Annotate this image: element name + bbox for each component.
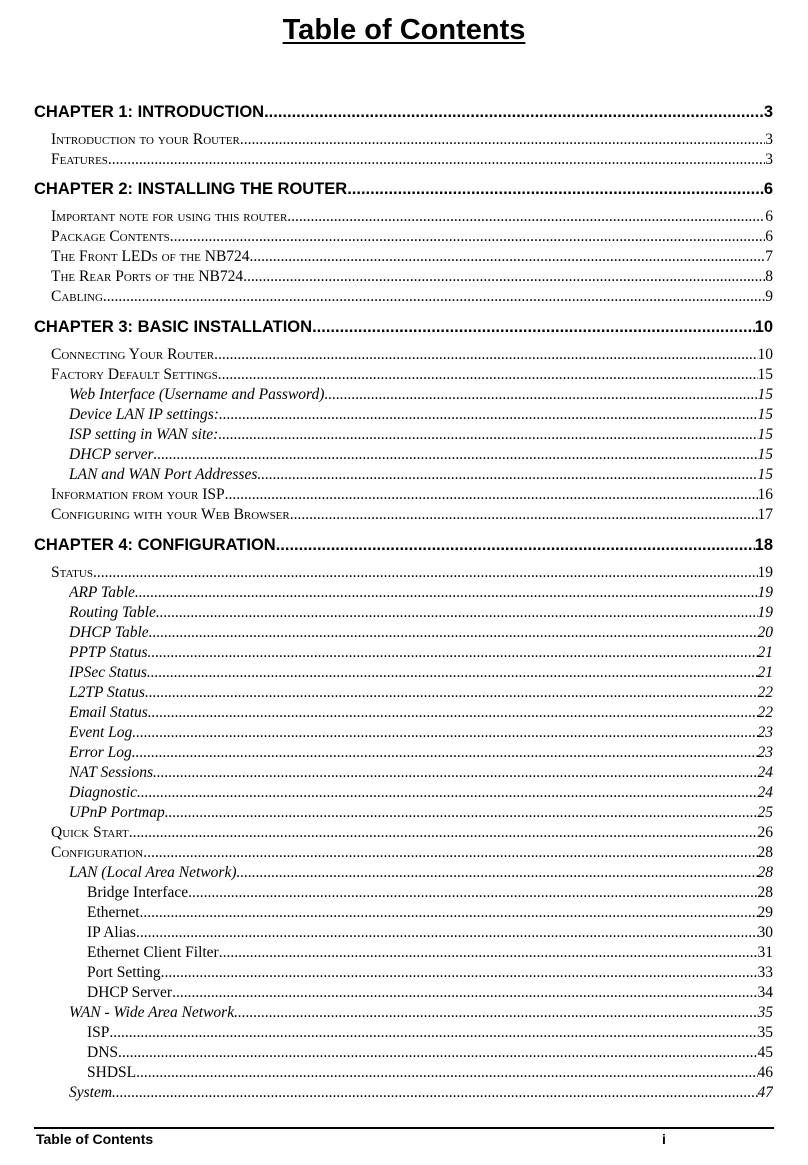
toc-entry-chapter[interactable] [34, 101, 773, 123]
toc-dot-leader [287, 207, 765, 227]
toc-dot-leader [136, 923, 758, 943]
toc-entry-sub[interactable] [69, 783, 773, 803]
toc-entry-section[interactable] [51, 227, 773, 247]
toc-dot-leader [137, 783, 757, 803]
toc-entry-section[interactable] [51, 267, 773, 287]
toc-dot-leader [108, 150, 765, 170]
toc-entry-page: 6 [765, 208, 773, 225]
toc-entry-label: IPSec Status [69, 664, 147, 681]
toc-dot-leader [140, 903, 758, 923]
toc-dot-leader [219, 405, 758, 425]
toc-dot-leader [165, 803, 758, 823]
toc-entry-label: LAN (Local Area Network) [69, 864, 237, 881]
toc-dot-leader [324, 385, 757, 405]
toc-entry-sub[interactable] [69, 425, 773, 445]
toc-entry-label: L2TP Status [69, 684, 145, 701]
toc-entry-page: 23 [757, 724, 773, 741]
toc-entry-subsub[interactable] [87, 943, 773, 963]
toc-dot-leader [143, 843, 757, 863]
toc-entry-label: Event Log [69, 724, 133, 741]
toc-entry-page: 35 [757, 1004, 773, 1021]
toc-entry-section[interactable] [51, 150, 773, 170]
toc-entry-label: IP Alias [87, 924, 136, 941]
toc-dot-leader [170, 227, 765, 247]
toc-entry-chapter[interactable] [34, 316, 773, 338]
toc-entry-label: Information from your ISP [51, 486, 225, 503]
toc-entry-subsub[interactable] [87, 983, 773, 1003]
toc-dot-leader [214, 345, 757, 365]
toc-entry-section[interactable] [51, 345, 773, 365]
toc-entry-section[interactable] [51, 287, 773, 307]
toc-entry-page: 22 [757, 704, 773, 721]
toc-entry-label: Features [51, 151, 108, 168]
toc-dot-leader [312, 316, 755, 338]
toc-entry-page: 22 [757, 684, 773, 701]
toc-entry-sub[interactable] [69, 763, 773, 783]
toc-dot-leader [188, 883, 757, 903]
toc-entry-sub[interactable] [69, 405, 773, 425]
toc-entry-page: 19 [757, 604, 773, 621]
toc-entry-label: SHDSL [87, 1064, 137, 1081]
toc-entry-label: ARP Table [69, 584, 135, 601]
toc-entry-label: Quick Start [51, 824, 129, 841]
toc-dot-leader [156, 603, 758, 623]
toc-entry-sub[interactable] [69, 1083, 773, 1103]
toc-entry-page: 28 [757, 864, 773, 881]
toc-entry-page: 35 [757, 1024, 773, 1041]
toc-entry-label: Device LAN IP settings: [69, 406, 219, 423]
toc-dot-leader [250, 247, 766, 267]
toc-dot-leader [225, 485, 758, 505]
toc-entry-label: Introduction to your Router [51, 131, 240, 148]
toc-entry-sub[interactable] [69, 603, 773, 623]
toc-entry-label: DHCP Server [87, 984, 173, 1001]
toc-dot-leader [93, 563, 758, 583]
toc-entry-label: ISP [87, 1024, 110, 1041]
toc-entry-label: PPTP Status [69, 644, 148, 661]
toc-entry-page: 34 [757, 984, 773, 1001]
toc-entry-sub[interactable] [69, 803, 773, 823]
toc-entry-sub[interactable] [69, 623, 773, 643]
toc-entry-sub[interactable] [69, 743, 773, 763]
toc-entry-sub[interactable] [69, 683, 773, 703]
toc-entry-page: 21 [757, 644, 773, 661]
toc-dot-leader [118, 1043, 757, 1063]
footer-divider [34, 1127, 774, 1129]
footer-title: Table of Contents [36, 1131, 154, 1147]
toc-entry-label: DNS [87, 1044, 119, 1061]
footer-page-number: i [662, 1131, 666, 1147]
toc-entry-sub[interactable] [69, 663, 773, 683]
toc-dot-leader [290, 505, 758, 525]
toc-dot-leader [264, 101, 764, 123]
toc-dot-leader [276, 534, 755, 556]
toc-dot-leader [112, 1083, 757, 1103]
toc-entry-page: 6 [765, 228, 773, 245]
toc-entry-page: 19 [757, 564, 773, 581]
toc-entry-page: 10 [757, 346, 773, 363]
toc-dot-leader [219, 943, 758, 963]
toc-entry-label: Cabling [51, 288, 103, 305]
toc-entry-label: Error Log [69, 744, 132, 761]
toc-entry-chapter[interactable] [34, 178, 773, 200]
toc-dot-leader [153, 763, 758, 783]
toc-entry-label: Diagnostic [69, 784, 138, 801]
toc-entry-sub[interactable] [69, 583, 773, 603]
toc-dot-leader [243, 267, 765, 287]
toc-entry-page: 3 [765, 151, 773, 168]
toc-entry-page: 29 [757, 904, 773, 921]
toc-entry-subsub[interactable] [87, 1043, 773, 1063]
toc-dot-leader [103, 287, 765, 307]
toc-dot-leader [132, 723, 757, 743]
toc-dot-leader [218, 425, 757, 445]
toc-entry-label: ISP setting in WAN site: [69, 426, 219, 443]
toc-entry-sub[interactable] [69, 385, 773, 405]
toc-entry-page: 16 [757, 486, 773, 503]
toc-entry-page: 25 [757, 804, 773, 821]
toc-entry-page: 19 [757, 584, 773, 601]
toc-entry-page: 28 [757, 884, 773, 901]
toc-entry-section[interactable] [51, 130, 773, 150]
toc-dot-leader [161, 963, 758, 983]
toc-dot-leader [347, 178, 764, 200]
toc-entry-section[interactable] [51, 843, 773, 863]
toc-dot-leader [218, 365, 758, 385]
toc-entry-page: 47 [757, 1084, 773, 1101]
toc-entry-section[interactable] [51, 505, 773, 525]
toc-entry-label: LAN and WAN Port Addresses [69, 466, 258, 483]
toc-entry-subsub[interactable] [87, 963, 773, 983]
toc-dot-leader [172, 983, 757, 1003]
toc-entry-page: 31 [757, 944, 773, 961]
toc-dot-leader [129, 823, 758, 843]
toc-entry-page: 45 [757, 1044, 773, 1061]
toc-entry-sub[interactable] [69, 863, 773, 883]
toc-entry-label: Web Interface (Username and Password) [69, 386, 325, 403]
toc-entry-sub[interactable] [69, 723, 773, 743]
toc-entry-label: DHCP Table [69, 624, 149, 641]
toc-entry-sub[interactable] [69, 1003, 773, 1023]
toc-entry-label: Important note for using this router [51, 208, 288, 225]
toc-entry-label: Factory Default Settings [51, 366, 218, 383]
toc-entry-label: Status [51, 564, 93, 581]
toc-dot-leader [135, 583, 758, 603]
toc-entry-page: 15 [757, 406, 773, 423]
toc-entry-label: CHAPTER 1: INTRODUCTION [34, 103, 265, 121]
toc-entry-page: 33 [757, 964, 773, 981]
toc-entry-label: Configuration [51, 844, 144, 861]
toc-entry-label: Configuring with your Web Browser [51, 506, 290, 523]
toc-entry-label: Ethernet Client Filter [87, 944, 219, 961]
toc-dot-leader [136, 1063, 757, 1083]
toc-entry-subsub[interactable] [87, 1063, 773, 1083]
toc-entry-label: The Rear Ports of the NB724 [51, 268, 244, 285]
toc-entry-page: 17 [757, 506, 773, 523]
toc-entry-page: 28 [757, 844, 773, 861]
page-title: Table of Contents [282, 14, 526, 46]
toc-dot-leader [240, 130, 765, 150]
toc-dot-leader [236, 863, 757, 883]
toc-entry-chapter[interactable] [34, 534, 773, 556]
toc-entry-page: 10 [754, 318, 773, 336]
toc-entry-label: CHAPTER 2: INSTALLING THE ROUTER [34, 180, 348, 198]
toc-entry-label: Ethernet [87, 904, 140, 921]
toc-dot-leader [234, 1003, 757, 1023]
toc-entry-label: CHAPTER 4: CONFIGURATION [34, 536, 276, 554]
toc-entry-label: WAN - Wide Area Network [69, 1004, 235, 1021]
toc-entry-page: 24 [757, 784, 773, 801]
toc-entry-page: 20 [757, 624, 773, 641]
toc-entry-section[interactable] [51, 365, 773, 385]
toc-entry-page: 3 [765, 131, 773, 148]
toc-dot-leader [132, 743, 758, 763]
toc-entry-page: 15 [757, 426, 773, 443]
toc-entry-subsub[interactable] [87, 903, 773, 923]
toc-entry-sub[interactable] [69, 445, 773, 465]
toc-entry-section[interactable] [51, 823, 773, 843]
toc-dot-leader [154, 445, 758, 465]
toc-entry-label: Email Status [69, 704, 148, 721]
toc-entry-label: UPnP Portmap [69, 804, 165, 821]
toc-entry-section[interactable] [51, 207, 773, 227]
toc-dot-leader [257, 465, 757, 485]
toc-entry-subsub[interactable] [87, 883, 773, 903]
toc-entry-section[interactable] [51, 247, 773, 267]
toc-entry-page: 30 [757, 924, 773, 941]
toc-entry-page: 15 [757, 466, 773, 483]
toc-dot-leader [149, 623, 758, 643]
toc-entry-page: 7 [765, 248, 773, 265]
toc-entry-label: Port Setting [87, 964, 161, 981]
toc-entry-subsub[interactable] [87, 1023, 773, 1043]
toc-entry-page: 46 [757, 1064, 773, 1081]
toc-dot-leader [147, 663, 758, 683]
toc-entry-page: 15 [757, 446, 773, 463]
toc-entry-page: 21 [757, 664, 773, 681]
toc-entry-page: 26 [757, 824, 773, 841]
toc-entry-page: 24 [757, 764, 773, 781]
toc-entry-label: NAT Sessions [69, 764, 153, 781]
toc-entry-section[interactable] [51, 563, 773, 583]
toc-entry-sub[interactable] [69, 703, 773, 723]
toc-entry-label: DHCP server [69, 446, 154, 463]
toc-entry-page: 15 [757, 386, 773, 403]
toc-entry-page: 18 [754, 536, 773, 554]
toc-entry-page: 15 [757, 366, 773, 383]
toc-entry-subsub[interactable] [87, 923, 773, 943]
toc-entry-label: Routing Table [69, 604, 156, 621]
toc-entry-label: Bridge Interface [87, 884, 189, 901]
toc-entry-page: 23 [757, 744, 773, 761]
toc-dot-leader [109, 1023, 757, 1043]
toc-entry-label: The Front LEDs of the NB724 [51, 248, 250, 265]
toc-entry-label: CHAPTER 3: BASIC INSTALLATION [34, 318, 313, 336]
toc-dot-leader [148, 643, 758, 663]
toc-entry-section[interactable] [51, 485, 773, 505]
toc-entry-label: Connecting Your Router [51, 346, 215, 363]
toc-entry-page: 6 [763, 180, 773, 198]
toc-dot-leader [148, 703, 758, 723]
toc-entry-label: System [69, 1084, 113, 1101]
toc-dot-leader [145, 683, 758, 703]
toc-entry-sub[interactable] [69, 465, 773, 485]
toc-entry-page: 3 [763, 103, 773, 121]
toc-entry-page: 8 [765, 268, 773, 285]
toc-entry-page: 9 [765, 288, 773, 305]
toc-entry-sub[interactable] [69, 643, 773, 663]
toc-entry-label: Package Contents [51, 228, 170, 245]
